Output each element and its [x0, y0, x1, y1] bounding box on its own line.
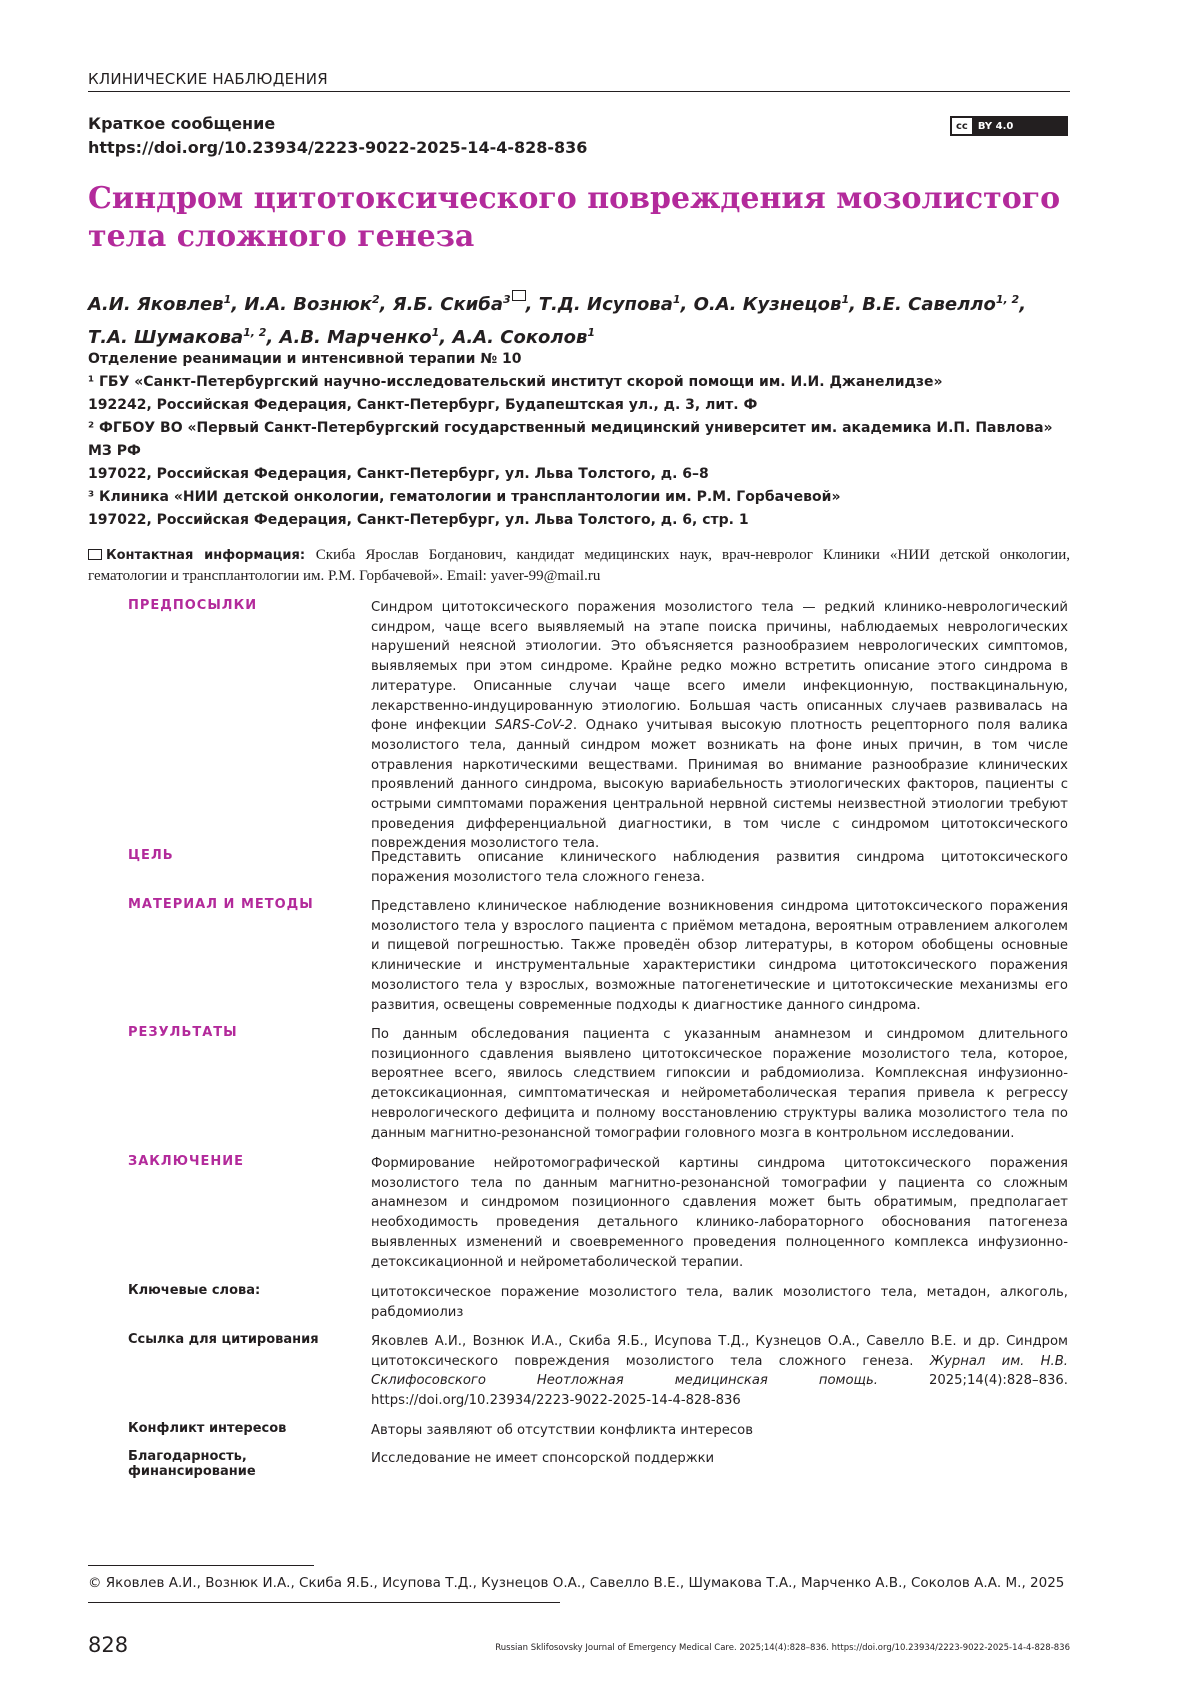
background-text: Синдром цитотоксического поражения мозолистого тела — редкий клинико-неврологический синдром, чаще всего выявляемый на этапе поиска причины, наблюдаемых неврологических нарушений неясной этиологии. Это объясняется разнообразием неврологических симптомов, выявляемых при этом синдроме. Крайне редко можно встретить описание этого синдрома в литературе. Описанные случаи чаще всего имели инфекционную, поствакцинальную, лекарственно-индуцированную этиологию. Большая часть описанных случаев развивалась на фоне инфекции SARS-CoV-2. Однако учитывая высокую плотность рецепторного поля валика мозолистого тела, данный синдром может возникать на фоне иных причин, в том числе отравления наркотическими веществами. Принимая во внимание разнообразие клинических проявлений данного синдрома, высокую вариабельность этиологических факторов, пациенты с острыми симптомами поражения центральной нервной системы неизвестной этиологии требуют проведения дифференциальной диагностики, в том числе с синдромом цитотоксического повреждения мозолистого тела.: [371, 600, 1068, 852]
author-name: И.А. Вознюк: [244, 294, 372, 315]
author-name: Я.Б. Скиба: [392, 294, 504, 315]
keywords-label: Ключевые слова:: [128, 1283, 261, 1298]
article-title: Синдром цитотоксического повреждения мозолистого тела сложного генеза: [88, 181, 1061, 254]
header-rule: [88, 91, 1070, 92]
journal-footer: Russian Sklifosovsky Journal of Emergency Medical Care. 2025;14(4):828–836. https://doi.org/10.23934/2223-9022-2025-14-4-828-836: [495, 1643, 1070, 1653]
conflict-text: Авторы заявляют об отсутствии конфликта интересов: [371, 1423, 753, 1438]
conclusion-text: Формирование нейротомографической картины синдрома цитотоксического поражения мозолистого тела по данным магнитно-резонансной томографии у пациента со сложным анамнезом и синдромом позиционного сдавления может быть обратимым, предполагает необходимость проведения детального клинико-лабораторного обоснования патогенеза выявленных изменений и своевременного проведения полноценного комплекса инфузионно-детоксикационной и нейрометаболической терапии.: [371, 1156, 1068, 1270]
author-list: А.И. Яковлев$^1$, И.А. Вознюк$^2$, Я.Б. Скиба$^3$ , Т.Д. Исупова$^1$, О.А. Кузнецов$^1$, В.Е. Савелло$^{1, 2}$, Т.А. Шумакова$^{1, 2}$, А.В. Марченко$^1$, А.А. Соколов$^1$: [88, 286, 1078, 352]
funding-text: Исследование не имеет спонсорской поддержки: [371, 1451, 715, 1466]
author-name: А.В. Марченко: [279, 327, 432, 348]
contact-text: Скиба Ярослав Богданович, кандидат медицинских наук, врач-невролог Клиники «НИИ детской онкологии, гематологии и трансплантологии им. Р.М. Горбачевой». Email: yaver-99@mail.ru: [88, 547, 1070, 584]
author-affiliation: 1: [431, 326, 440, 339]
methods-label: МАТЕРИАЛ И МЕТОДЫ: [128, 897, 314, 912]
author-name: Т.А. Шумакова: [88, 327, 244, 348]
affiliation-line: ³ Клиника «НИИ детской онкологии, гематологии и трансплантологии им. Р.М. Горбачевой»: [88, 489, 841, 505]
affiliation-line: ² ФГБОУ ВО «Первый Санкт-Петербургский государственный медицинский университет им. академика И.П. Павлова»: [88, 420, 1053, 436]
citation-text: Яковлев А.И., Вознюк И.А., Скиба Я.Б., Исупова Т.Д., Кузнецов О.А., Савелло В.Е. и др. Синдром цитотоксического повреждения мозолистого тела сложного генеза. Журнал им. Н.В. Склифосовского Неотложная медицинская помощь. 2025;14(4):828–836. https://doi.org/10.23934/2223-9022-2025-14-4-828-836: [371, 1334, 1068, 1409]
doi-link[interactable]: https://doi.org/10.23934/2223-9022-2025-14-4-828-836: [88, 138, 588, 157]
affiliation-line: 197022, Российская Федерация, Санкт-Петербург, ул. Льва Толстого, д. 6, стр. 1: [88, 512, 749, 528]
section-heading: КЛИНИЧЕСКИЕ НАБЛЮДЕНИЯ: [88, 70, 328, 88]
envelope-icon: [88, 549, 102, 560]
author-affiliation: 1, 2: [243, 326, 267, 339]
aim-label: ЦЕЛЬ: [128, 848, 174, 863]
results-label: РЕЗУЛЬТАТЫ: [128, 1025, 238, 1040]
footer-rule: [88, 1602, 560, 1603]
author-name: А.И. Яковлев: [88, 294, 224, 315]
contact-label: Контактная информация:: [106, 548, 306, 563]
author-affiliation: 1: [672, 293, 681, 306]
results-text: По данным обследования пациента с указанным анамнезом и синдромом длительного позиционного сдавления выявлено цитотоксическое поражение мозолистого тела, которое, вероятнее всего, явилось следствием гипоксии и рабдомиолиза. Комплексная инфузионно-детоксикационная, симптоматическая и нейрометаболическая терапия привела к регрессу неврологического дефицита и полному восстановлению структуры валика мозолистого тела по данным магнитно-резонансной томографии головного мозга в контрольном исследовании.: [371, 1027, 1068, 1141]
copyright: © Яковлев А.И., Вознюк И.А., Скиба Я.Б., Исупова Т.Д., Кузнецов О.А., Савелло В.Е., Шумакова Т.А., Марченко А.В., Соколов А.А. М., 2025: [88, 1575, 1065, 1591]
author-name: О.А. Кузнецов: [693, 294, 842, 315]
affiliation-line: МЗ РФ: [88, 443, 141, 459]
affiliation-line: ¹ ГБУ «Санкт-Петербургский научно-исследовательский институт скорой помощи им. И.И. Джанелидзе»: [88, 374, 943, 390]
methods-text: Представлено клиническое наблюдение возникновения синдрома цитотоксического поражения мозолистого тела у взрослого пациента с приёмом метадона, вероятным отравлением алкоголем и пищевой погрешностью. Также проведён обзор литературы, в котором обобщены основные клинические и инструментальные характеристики синдрома цитотоксического поражения мозолистого тела у взрослых, возможные патогенетические и цитотоксические механизмы его развития, освещены современные подходы к диагностике данного синдрома.: [371, 899, 1068, 1013]
article-type: Краткое сообщение: [88, 114, 276, 133]
license-label: BY 4.0: [972, 118, 1066, 134]
funding-label: Благодарность, финансирование: [128, 1449, 256, 1479]
citation-journal: Журнал им. Н.В. Склифосовского Неотложная медицинская помощь.: [371, 1353, 1068, 1389]
author-name: Т.Д. Исупова: [538, 294, 673, 315]
author-affiliation: 1: [587, 326, 595, 339]
affiliation-line: 192242, Российская Федерация, Санкт-Петербург, Будапештская ул., д. 3, лит. Ф: [88, 397, 758, 413]
author-name: В.Е. Савелло: [862, 294, 996, 315]
footnote-rule: [88, 1565, 314, 1566]
conflict-label: Конфликт интересов: [128, 1421, 287, 1436]
author-affiliation: 1: [841, 293, 850, 306]
conclusion-label: ЗАКЛЮЧЕНИЕ: [128, 1154, 245, 1169]
keywords-text: цитотоксическое поражение мозолистого тела, валик мозолистого тела, метадон, алкоголь, рабдомиолиз: [371, 1285, 1068, 1320]
author-affiliation: 1, 2: [995, 293, 1020, 306]
cc-icon: cc: [952, 118, 972, 134]
aim-text: Представить описание клинического наблюдения развития синдрома цитотоксического поражения мозолистого тела сложного генеза.: [371, 850, 1068, 885]
cc-license-badge[interactable]: [950, 116, 1068, 136]
background-label: ПРЕДПОСЫЛКИ: [128, 598, 258, 613]
contact-info: [88, 545, 1070, 587]
author-name: А.А. Соколов: [452, 327, 588, 348]
affiliations: [88, 348, 1078, 532]
affiliation-line: 197022, Российская Федерация, Санкт-Петербург, ул. Льва Толстого, д. 6–8: [88, 466, 709, 482]
author-affiliation: 2: [371, 293, 380, 306]
page-number: 828: [88, 1633, 129, 1657]
affiliation-line: Отделение реанимации и интенсивной терапии № 10: [88, 351, 522, 367]
author-affiliation: 3: [503, 293, 511, 306]
virus-name: SARS-CoV-2: [494, 718, 573, 734]
citation-label: Ссылка для цитирования: [128, 1332, 319, 1347]
author-affiliation: 1: [223, 293, 232, 306]
mail-icon: [512, 290, 526, 301]
